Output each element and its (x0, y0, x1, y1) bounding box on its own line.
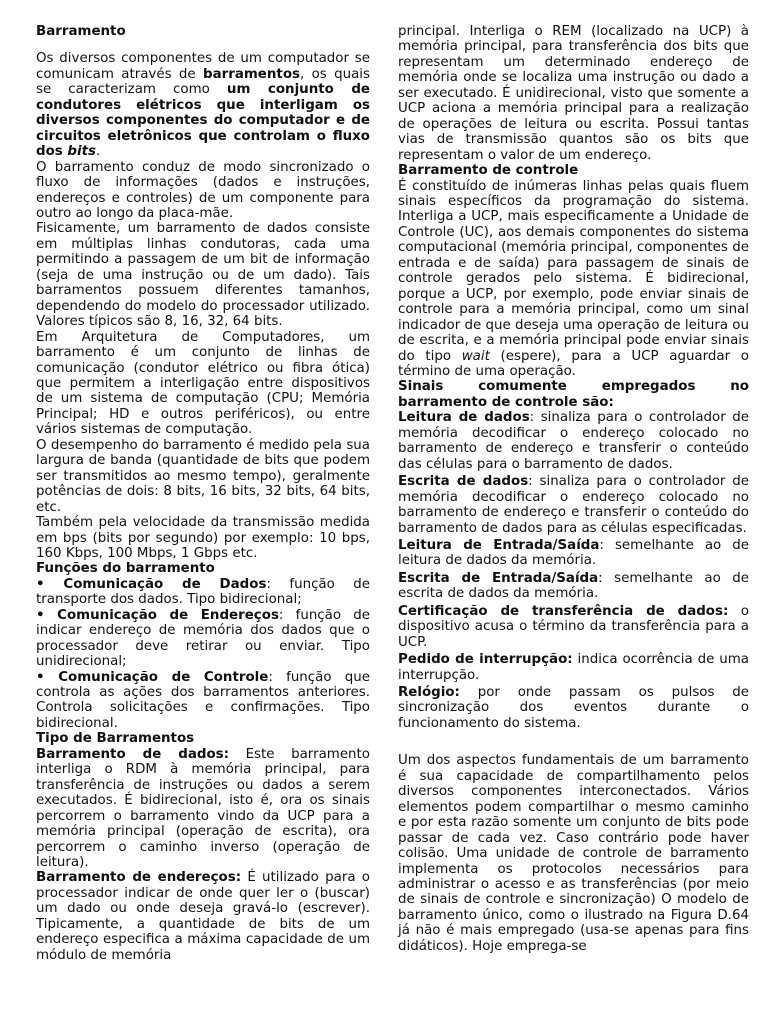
architecture-paragraph: Em Arquitetura de Computadores, um barramento é um conjunto de linhas de comunicação (condutor elétrico ou fibra ótica) que permitem a interligação entre dispositivos de um sistema de computação (CPU; Memória Principal; HD e outros periféricos), ou entre vários sistemas de computação. (36, 329, 370, 438)
address-bus-paragraph: Barramento de endereços: É utilizado para o processador indicar de onde quer ler o (buscar) um dado ou onde deseja gravá-lo (escrever). Tipicamente, a quantidade de bits de um endereço especifica a máxima capacidade de um módulo de memória (36, 870, 370, 963)
left-column (36, 24, 370, 963)
function-data-item: • Comunicação de Dados: função de transporte dos dados. Tipo bidirecional; (36, 576, 370, 608)
control-bus-paragraph: É constituído de inúmeras linhas pelas quais fluem sinais específicos da programação do sistema. Interliga a UCP, mais especificamente a Unidade de Controle (UC), aos demais componentes do sistema computacional (memória principal, componentes de entrada e de saída) para passagem de sinais de controle gerados pelo sistema. É bidirecional, porque a UCP, por exemplo, pode enviar sinais de controle para a memória principal, como um sinal indicador de que deseja uma operação de leitura ou de escrita, e a memória principal pode enviar sinais do tipo wait (espere), para a UCP aguardar o término de uma operação. (398, 178, 749, 379)
heading-tipo: Tipo de Barramentos (36, 731, 195, 747)
function-control-item: • Comunicação de Controle: função que controla as ações dos barramentos anteriores. Controla solicitações e confirmações. Tipo bidirecional. (36, 669, 371, 731)
right-column (398, 24, 749, 954)
address-bus-continuation: principal. Interliga o REM (localizado na UCP) à memória principal, para transferência dos bits que representam um determinado endereço de memória onde se localiza uma instrução ou dado a ser executado. É unidirecional, visto que somente a UCP aciona a memória principal para a realização de operações de leitura ou escrita. Possui tantas vias de transmissão quantos são os bits que representam o valor de um endereço. (398, 24, 749, 163)
function-address-item: • Comunicação de Endereços: função de indicar endereço de memória dos dados que o processador deve retirar ou enviar. Tipo unidirecional; (36, 607, 370, 670)
signal-write-data: Escrita de dados: sinaliza para o controlador de memória decodificar o endereço colocado no barramento de endereço e transferir o conteúdo do barramento de dados para as células especificadas. (398, 474, 749, 536)
section-title-barramento: Barramento (36, 24, 126, 39)
performance-paragraph: O desempenho do barramento é medido pela sua largura de banda (quantidade de bits que podem ser transmitidos ao mesmo tempo), geralmente potências de dois: 8 bits, 16 bits, 32 bits, 64 bits, etc. (36, 437, 370, 515)
signal-write-io: Escrita de Entrada/Saída: semelhante ao de escrita de dados da memória. (398, 570, 749, 602)
signal-clock: Relógio: por onde passam os pulsos de sincronização dos eventos durante o funcionamento do sistema. (398, 685, 749, 731)
speed-paragraph: Também pela velocidade da transmissão medida em bps (bits por segundo) por exemplo: 10 bps, 160 Kbps, 100 Mbps, 1 Gbps etc. (36, 515, 370, 561)
physical-paragraph: Fisicamente, um barramento de dados consiste em múltiplas linhas condutoras, cada uma permitindo a passagem de um bit de informação (seja de uma instrução ou de um dado). Tais barramentos possuem diferentes tamanhos, dependendo do modelo do processador utilizado. Valores típicos são 8, 16, 32, 64 bits. (36, 221, 370, 330)
heading-controle: Barramento de controle (398, 163, 579, 179)
signal-interrupt: Pedido de interrupção: indica ocorrência de uma interrupção. (398, 652, 749, 683)
sync-paragraph: O barramento conduz de modo sincronizado o fluxo de informações (dados e instruções, endereços e controles) de um componente para outro ao longo da placa-mãe. (36, 159, 370, 221)
data-bus-paragraph: Barramento de dados: Este barramento interliga o RDM à memória principal, para transferência de instruções ou dados a serem executados. É bidirecional, isto é, ora os sinais percorrem o barramento vindo da UCP para a memória principal (operação de escrita), ora percorrem o caminho inverso (operação de leitura). (36, 746, 370, 871)
heading-sinais: Sinais comumente empregados no barramento de controle são: (398, 379, 749, 410)
signal-read-data: Leitura de dados: sinaliza para o controlador de memória decodificar o endereço colocado no barramento de endereço e transferir o conteúdo das células para o barramento de dados. (398, 410, 749, 472)
sharing-paragraph: Um dos aspectos fundamentais de um barramento é sua capacidade de compartilhamento pelos diversos componentes interconectados. Vários elementos podem compartilhar o mesmo caminho e por esta razão somente um conjunto de bits pode passar de cada vez. Caso contrário pode haver colisão. Uma unidade de controle de barramento implementa os protocolos necessários para administrar o acesso e as transferências (por meio de sinais de controle e sincronização) O modelo de barramento único, como o ilustrado na Figura D.64 já não é mais empregado (usa-se apenas para fins didáticos). Hoje emprega-se (398, 753, 749, 954)
signal-transfer-ack: Certificação de transferência de dados: o dispositivo acusa o término da transferência para a UCP. (398, 603, 749, 650)
signal-read-io: Leitura de Entrada/Saída: semelhante ao de leitura de dados da memória. (398, 537, 749, 569)
intro-paragraph: Os diversos componentes de um computador se comunicam através de barramentos, os quais se caracterizam como um conjunto de condutores elétricos que interligam os diversos componentes do computador e de circuitos eletrônicos que controlam o fluxo dos bits. (36, 51, 370, 160)
heading-funcoes: Funções do barramento (36, 561, 215, 577)
